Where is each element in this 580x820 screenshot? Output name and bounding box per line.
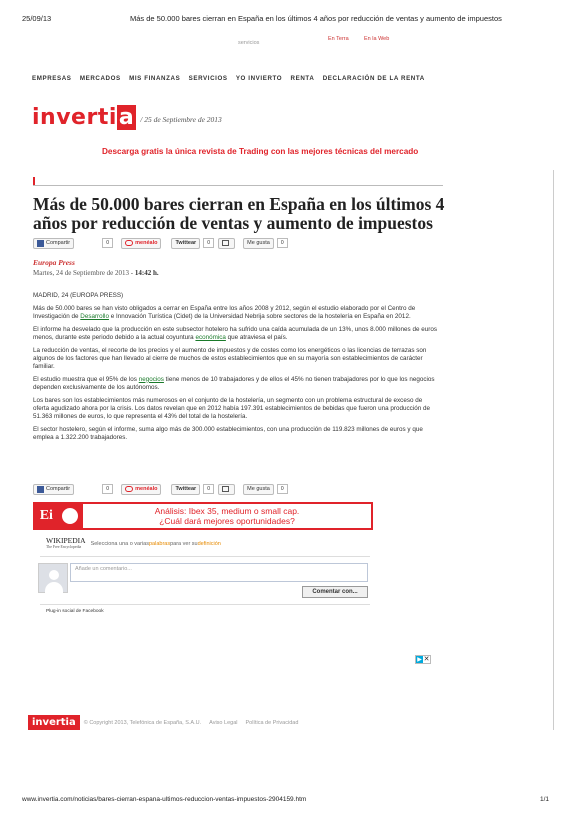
divider <box>40 556 370 557</box>
share-bar-bottom <box>33 483 288 495</box>
right-border <box>553 170 554 730</box>
promo-banner-link[interactable]: Descarga gratis la única revista de Trading con las mejores técnicas del mercado <box>102 147 419 156</box>
me-gusta-button[interactable]: Me gusta <box>243 238 274 249</box>
twittear-button[interactable]: Twittear <box>171 238 200 249</box>
close-icon[interactable]: ✕ <box>423 656 430 663</box>
message-icon <box>222 240 229 246</box>
ei-logo: Ei <box>35 504 83 528</box>
meneame-icon <box>125 486 133 492</box>
main-nav <box>32 75 431 82</box>
copyright: © Copyright 2013, Telefónica de España, S.A.U. <box>83 719 202 726</box>
compartir-count: 0 <box>102 238 113 248</box>
circle-icon <box>62 508 78 524</box>
top-link-terra[interactable]: En Terra <box>328 36 349 42</box>
article-paragraph: Los bares son los establecimientos más numerosos en el conjunto de la hostelería, un segmento con un problema estructural de exceso de oferta agudizado ahora por la crisis. Los datos revelan que en 2012 había 197.391 establecimientos de bebidas que fueron una producción de 51.363 millones de euros, lo que representa el 43% del total de la hostelería. <box>33 396 430 420</box>
menealo-button[interactable]: menéalo <box>121 238 161 249</box>
article-paragraph: Más de 50.000 bares se han visto obligados a cerrar en España entre los años 2008 y 2012, según el estudio elaborado por el Centro de Investigación de Desarrollo e Innovación Turística (Cidet) de la Universidad Nebrija sobre sectores de la hostelería en España en 2012. <box>33 304 416 320</box>
print-date: 25/09/13 <box>22 14 52 23</box>
menealo-button[interactable]: menéalo <box>121 484 161 495</box>
nav-item-declaracion-renta[interactable]: DECLARACIÓN DE LA RENTA <box>322 75 425 82</box>
page-number: 1/1 <box>540 796 550 803</box>
me-gusta-count: 0 <box>277 238 288 248</box>
divider <box>33 185 443 186</box>
privacy-link[interactable]: Política de Privacidad <box>245 719 299 726</box>
me-gusta-count: 0 <box>277 484 288 494</box>
twittear-button[interactable]: Twittear <box>171 484 200 495</box>
negocios-link[interactable]: negocios <box>138 375 164 383</box>
article-paragraph: El estudio muestra que el 95% de los negocios tiene menos de 10 trabajadores y de ellos el 45% no tienen trabajadores por lo que los negocios dependen exclusivamente de los autónomos. <box>33 375 435 391</box>
section-marker <box>33 177 35 185</box>
facebook-icon <box>37 486 44 493</box>
wikipedia-helper: WIKIPEDIA The Free Encyclopedia Selecciona una o varias palabras para ver su definición <box>46 536 221 549</box>
message-button[interactable] <box>218 238 235 249</box>
comment-button[interactable]: Comentar con... <box>302 586 368 598</box>
nav-item-servicios[interactable]: SERVICIOS <box>188 75 228 82</box>
message-button[interactable] <box>218 484 235 495</box>
facebook-icon <box>37 240 44 247</box>
divider <box>40 604 370 605</box>
servicios-link[interactable]: servicios <box>238 40 260 46</box>
compartir-button[interactable]: Compartir <box>33 484 74 495</box>
adchoices-badge[interactable] <box>415 655 431 664</box>
twittear-count: 0 <box>203 484 214 494</box>
article-paragraph: La reducción de ventas, el recorte de los precios y el aumento de impuestos y de costes como los energéticos o las licencias de terrazas son algunos de los factores que han llevado al cierre de muchos de estos establecimientos que en su mayoría son establecimientos de carácter familiar. <box>33 346 427 370</box>
ad-text: Análisis: Ibex 35, medium o small cap. ¿Cuál dará mejores oportunidades? <box>154 506 300 526</box>
top-link-web[interactable]: En la Web <box>364 36 390 42</box>
print-url: www.invertia.com/noticias/bares-cierran-espana-ultimos-reduccion-ventas-impuestos-2904159.htm <box>22 796 307 803</box>
nav-item-mercados[interactable]: MERCADOS <box>79 75 121 82</box>
meneame-icon <box>125 240 133 246</box>
ad-banner[interactable] <box>33 502 373 530</box>
share-bar-top <box>33 237 288 249</box>
avatar <box>38 563 68 593</box>
aviso-legal-link[interactable]: Aviso Legal <box>209 719 238 726</box>
nav-item-empresas[interactable]: EMPRESAS <box>32 75 72 82</box>
comment-input[interactable]: Añade un comentario... <box>70 563 368 582</box>
nav-item-mis-finanzas[interactable]: MIS FINANZAS <box>129 75 181 82</box>
compartir-count: 0 <box>102 484 113 494</box>
footer-logo[interactable]: invertia <box>28 715 80 730</box>
desarrollo-link[interactable]: Desarrollo <box>80 312 109 320</box>
facebook-comments <box>38 563 368 599</box>
site-footer <box>28 715 298 730</box>
article-lead: MADRID, 24 (EUROPA PRESS) <box>33 292 124 299</box>
me-gusta-button[interactable]: Me gusta <box>243 484 274 495</box>
nav-item-renta[interactable]: RENTA <box>290 75 315 82</box>
header-date: / 25 de Septiembre de 2013 <box>140 115 222 124</box>
twittear-count: 0 <box>203 238 214 248</box>
economica-link[interactable]: económica <box>195 333 226 341</box>
article-dateline: Martes, 24 de Septiembre de 2013 - 14:42 h. <box>33 269 159 277</box>
article-source: Europa Press <box>33 258 75 267</box>
brand-header <box>32 105 222 130</box>
invertia-logo[interactable]: invertia <box>32 105 135 130</box>
facebook-plugin-label[interactable]: Plug-in social de Facebook <box>46 609 104 614</box>
print-title: Más de 50.000 bares cierran en España en los últimos 4 años por reducción de ventas y aumento de impuestos <box>130 14 502 23</box>
message-icon <box>222 486 229 492</box>
compartir-button[interactable]: Compartir <box>33 238 74 249</box>
article-body <box>33 292 438 447</box>
article-paragraph: El sector hostelero, según el informe, suma algo más de 300.000 establecimientos, con una producción de 119.823 millones de euros y que emplea a 1.322.200 trabajadores. <box>33 425 423 441</box>
nav-item-yo-invierto[interactable]: YO INVIERTO <box>235 75 283 82</box>
wikipedia-logo: WIKIPEDIA The Free Encyclopedia <box>46 536 86 549</box>
article-headline: Más de 50.000 bares cierran en España en los últimos 4 años por reducción de ventas y aumento de impuestos <box>33 194 445 233</box>
adchoices-icon: ▶ <box>417 657 422 663</box>
article-paragraph: El informe ha desvelado que la producción en este subsector hotelero ha sufrido una caída acumulada de un 13%, unos 8.000 millones de euros menos, durante este periodo debido a la actual coyuntura económica que atraviesa el país. <box>33 325 437 341</box>
